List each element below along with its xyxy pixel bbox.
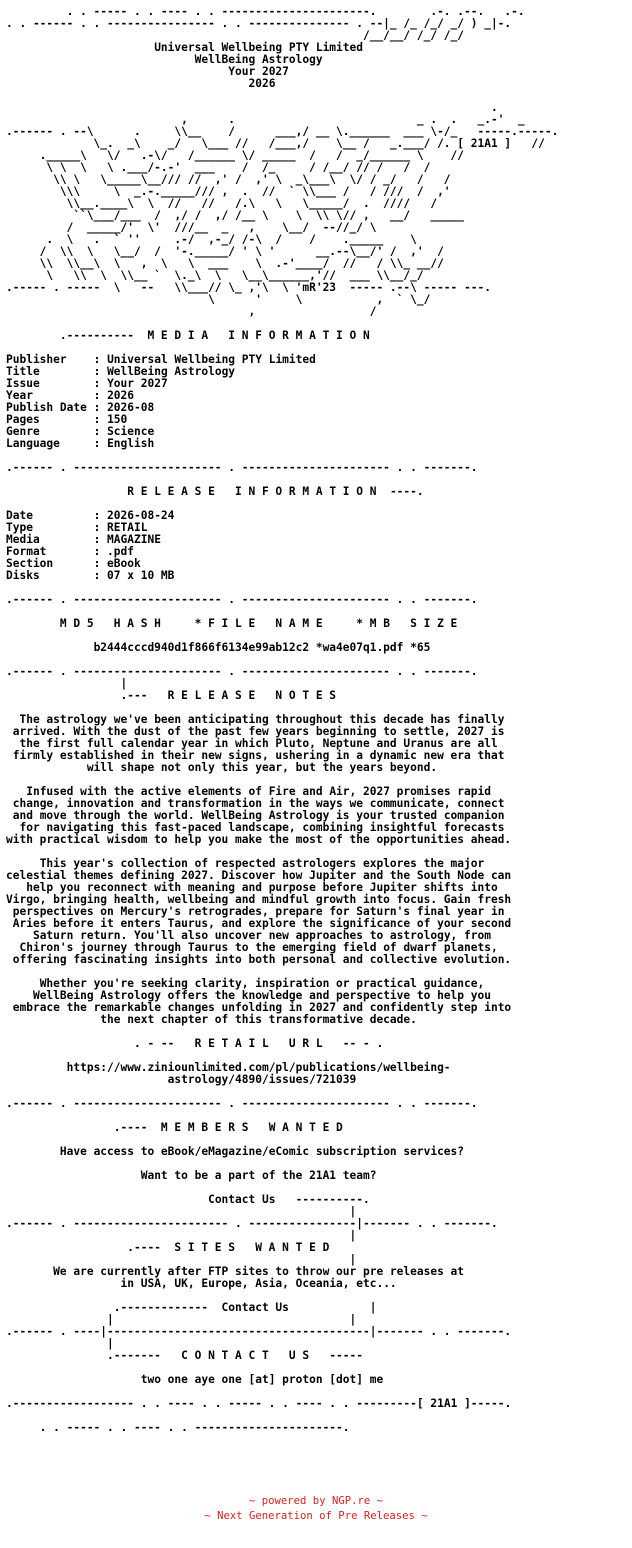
- media-field-value: WellBeing Astrology: [107, 365, 236, 378]
- release-notes-line-text: Chiron's journey through Taurus to the emerging field of dwarf planets,: [19, 941, 498, 954]
- release-notes-line-text: Whether you're seeking clarity, inspiration or practical guidance,: [39, 977, 485, 990]
- members-line-1: [6, 1145, 464, 1158]
- release-field-value: eBook: [107, 557, 141, 570]
- media-field-row: Title : WellBeing Astrology: [6, 365, 236, 378]
- hash-header-text: M D 5 H A S H * F I L E N A M E * M B S I Z E: [59, 617, 458, 630]
- release-notes-line-text: Saturn return. You'll also uncover new approaches to astrology, from: [32, 929, 491, 942]
- sites-contact-us-text: Contact Us: [221, 1301, 289, 1314]
- release-field-label: Media: [6, 533, 40, 546]
- members-line-1-text: Have access to eBook/eMagazine/eComic subscription services?: [59, 1145, 465, 1158]
- release-field-label: Type: [6, 521, 33, 534]
- release-field-label: Date: [6, 509, 33, 522]
- media-field-label: Pages: [6, 413, 40, 426]
- media-field-value: English: [107, 437, 155, 450]
- release-notes-line-text: firmly established in their new signs, ushering in a dynamic new era that: [12, 749, 505, 762]
- bottom-rule: [6, 1397, 511, 1410]
- release-field-row: Date : 2026-08-24: [6, 509, 175, 522]
- media-field-value: 2026: [107, 389, 135, 402]
- sites-line-1-text: We are currently after FTP sites to throw our pre releases at: [53, 1265, 465, 1278]
- release-notes-line-text: celestial themes defining 2027. Discover how Jupiter and the South Node can: [6, 869, 512, 882]
- media-field-row: Publish Date : 2026-08: [6, 401, 155, 414]
- release-field-value: MAGAZINE: [107, 533, 161, 546]
- media-info-heading: .---------- M E D I A I N F O R M A T I O N: [6, 329, 370, 342]
- media-field-value: Your 2027: [107, 377, 168, 390]
- release-notes-line-text: offering fascinating insights into both personal and collective evolution.: [12, 953, 512, 966]
- group-tag: 21A1: [430, 1397, 458, 1410]
- release-notes-line-text: will shape not only this year, but the years beyond.: [86, 761, 438, 774]
- members-contact-us: Contact Us ----------.: [208, 1193, 370, 1206]
- media-field-value: Universal Wellbeing PTY Limited: [107, 353, 316, 366]
- powered-by-line: ~ powered by NGP.re ~: [249, 1495, 383, 1507]
- logo-ascii-art: . , . _ . . _.-' _ .------ . --\ . \\__ / ___,/ __ \.______ ___ \-/_ -----.-----. \_. _\ _/ \___ // /___,/ \__ / _.___/ /. [ 21A1 ] // ._____\ \/ .-\/ /______ \/ _____ / / _/______ \ // \ \ \ \ .___/-.-' ___ / /_ / /__/ // / / / \\ \ \_____\__/// // ,' / ,' \ _\___\ \/ / _/ / / \\\ \ _.-._____/// , . // ` \\___ / / /// / ,' \\__.____\ \ // // /.\ \ \_____/ . //// / ``\___/___ / ,/ / ,/ /__ \ \ \\ \// , __/ _____ / _____/' \' ///__ _ , \__/ --//_/ \ . \ . ` '' .-/ ,-_/ /-\ / / ._____ \ / \\ \ \__/ / '-._____/ ' \ ' __.--\__/' / ,' / \\ \\__\ \ , \ \ ___ \ .-'____/ // / \\_ __// \ \\ \ \\__ ` \._\ \ \__\______,'// ___ \\__/_/ .----- . ----- \ -- \\___// \_ ,'\ \ 'mR'23 ----- .--\ ----- ---. \ ' \ , ` \_/ , /: [6, 101, 559, 318]
- media-field-label: Language: [6, 437, 60, 450]
- contact-us-heading: .------- C O N T A C T U S -----: [6, 1349, 363, 1362]
- release-field-value: 07 x 10 MB: [107, 569, 175, 582]
- release-notes-line-text: Virgo, bringing health, wellbeing and mindful growth into focus. Gain fresh: [6, 893, 512, 906]
- sites-contact-us: .------------- Contact Us |: [6, 1301, 377, 1314]
- sites-wanted-heading-text: S I T E S W A N T E D: [174, 1241, 330, 1254]
- release-notes-line-text: the first full calendar year in which Pluto, Neptune and Uranus are all: [19, 737, 498, 750]
- hash-line-text: b2444cccd940d1f866f6134e99ab12c2 *wa4e07q1.pdf *65: [93, 641, 431, 654]
- members-line-2: [6, 1169, 376, 1182]
- release-notes-line-text: This year's collection of respected astrologers explores the major: [39, 857, 485, 870]
- release-notes-line: [6, 953, 511, 966]
- release-notes-line-text: embrace the remarkable changes unfolding in 2027 and confidently step into: [12, 1001, 512, 1014]
- sites-line-2-text: in USA, UK, Europe, Asia, Oceania, etc...: [120, 1277, 397, 1290]
- company-name-text: Universal Wellbeing PTY Limited: [154, 41, 363, 54]
- hash-header: [6, 617, 457, 630]
- contact-email-text: two one aye one [at] proton [dot] me: [140, 1373, 384, 1386]
- media-field-label: Title: [6, 365, 40, 378]
- members-line-2-text: Want to be a part of the 21A1 team?: [140, 1169, 377, 1182]
- release-notes-line-text: for navigating this fast-paced landscape, combining insightful forecasts: [19, 821, 505, 834]
- hash-line: [6, 641, 430, 654]
- issue-year-text: 2026: [248, 77, 276, 90]
- media-field-row: Language : English: [6, 437, 155, 450]
- release-notes-line-text: The astrology we've been anticipating throughout this decade has finally: [19, 713, 505, 726]
- release-notes-line: [6, 1013, 417, 1026]
- media-field-row: Publisher : Universal Wellbeing PTY Limited: [6, 353, 316, 366]
- release-notes-line-text: perspectives on Mercury's retrogrades, prepare for Saturn's final year in: [12, 905, 505, 918]
- release-field-label: Format: [6, 545, 47, 558]
- release-notes-line: [6, 761, 437, 774]
- top-rule-3-text: /__/__/ /_/ /_/: [6, 29, 465, 42]
- retail-url-line-2-text: astrology/4890/issues/721039: [167, 1073, 357, 1086]
- retail-url-heading-text: R E T A I L U R L: [194, 1037, 323, 1050]
- contact-us-heading-text: C O N T A C T U S: [181, 1349, 310, 1362]
- magazine-title-text: WellBeing Astrology: [194, 53, 323, 66]
- media-field-row: Year : 2026: [6, 389, 135, 402]
- release-notes-heading: .--- R E L E A S E N O T E S: [6, 689, 337, 702]
- retail-url-heading: . - -- R E T A I L U R L -- - .: [6, 1037, 384, 1050]
- bottom-rule-2-text: . . ----- . . ---- . . ----------------------.: [6, 1421, 350, 1434]
- release-notes-line-text: with practical wisdom to help you make the most of the opportunities ahead.: [6, 833, 512, 846]
- media-field-value: Science: [107, 425, 155, 438]
- media-field-label: Genre: [6, 425, 40, 438]
- release-notes-line-text: change, innovation and transformation in the ways we communicate, connect: [12, 797, 505, 810]
- release-notes-line-text: Infused with the active elements of Fire and Air, 2027 promises rapid: [26, 785, 491, 798]
- release-notes-line-text: Aries before it enters Taurus, and explore the significance of your second: [12, 917, 512, 930]
- release-field-label: Section: [6, 557, 54, 570]
- release-field-row: Media : MAGAZINE: [6, 533, 161, 546]
- sites-wanted-heading: .---- S I T E S W A N T E D: [6, 1241, 330, 1254]
- release-notes-line-text: help you reconnect with meaning and purpose before Jupiter shifts into: [26, 881, 498, 894]
- media-field-row: Issue : Your 2027: [6, 377, 168, 390]
- release-notes-line-text: WellBeing Astrology offers the knowledge and perspective to help you: [32, 989, 491, 1002]
- media-field-row: Genre : Science: [6, 425, 155, 438]
- release-field-label: Disks: [6, 569, 40, 582]
- media-field-row: Pages : 150: [6, 413, 128, 426]
- media-field-label: Publisher: [6, 353, 67, 366]
- release-notes-line-text: and move through the world. WellBeing Astrology is your trusted companion: [12, 809, 505, 822]
- ngp-tagline: ~ Next Generation of Pre Releases ~: [204, 1510, 428, 1522]
- release-info-heading: R E L E A S E I N F O R M A T I O N ----.: [127, 485, 424, 498]
- media-info-heading-text: M E D I A I N F O R M A T I O N: [147, 329, 370, 342]
- retail-url-line-1-text: https://www.ziniounlimited.com/pl/publications/wellbeing-: [66, 1061, 451, 1074]
- retail-url-line-2: [6, 1073, 356, 1086]
- bottom-rule-left: .------------------ . . ---- . . ----- . . ---- . . ---------[: [6, 1397, 424, 1410]
- release-info-heading-text: R E L E A S E I N F O R M A T I O N: [127, 485, 377, 498]
- sites-line-2: [6, 1277, 397, 1290]
- top-rule-1-text: . . ----- . . ---- . . ----------------------. .-. .--. .-.: [6, 6, 525, 18]
- release-field-value: RETAIL: [107, 521, 148, 534]
- contact-email: [6, 1373, 383, 1386]
- top-rule-2-text: . . ------ . . ---------------- . . --------------- . --|_ /_ /_/ _/ ) _|-.: [6, 17, 512, 30]
- release-notes-line: [6, 833, 511, 846]
- release-field-row: Format : .pdf: [6, 545, 134, 558]
- members-wanted-heading: .---- M E M B E R S W A N T E D: [6, 1121, 343, 1134]
- media-field-label: Publish Date: [6, 401, 87, 414]
- release-notes-line-text: the next chapter of this transformative decade.: [100, 1013, 417, 1026]
- members-wanted-heading-text: M E M B E R S W A N T E D: [160, 1121, 343, 1134]
- media-field-label: Issue: [6, 377, 40, 390]
- release-field-row: Disks : 07 x 10 MB: [6, 569, 175, 582]
- media-field-label: Year: [6, 389, 33, 402]
- bottom-rule-2: [6, 1421, 350, 1434]
- release-notes-line-text: arrived. With the dust of the past few years beginning to settle, 2027 is: [12, 725, 505, 738]
- release-field-value: .pdf: [107, 545, 134, 558]
- nfo-document: . . ----- . . ---- . . ----------------------. .-. .--. .-. . . ------ . . ---------------- . . --------------- . --|_ /_ /_/ _/ ) _|-. /__/__/ /_/ /_/ Universal Wellbeing PTY Limited WellBeing Astrology Your 2027 2026 . , . _ . . _.-' _ .------ . --\ . \\__ / ___,/ __ \.______ ___ \-/_ -----.-----. \_. _\ _/ \___ // /___,/ \__ / _.___/ /. [ 21A1 ] // ._____\ \/ .-\/ /______ \/ _____ / / _/______ \ // \ \ \ \ .___/-.-' ___ / /_ / /__/ // / / / \\ \ \_____\__/// // ,' / ,' \ _\___\ \/ / _/ / / \\\ \ _.-._____/// , . // ` \\___ / / /// / ,' \\__.____\ \ // // /.\ \ \_____/ . //// / ``\___/___ / ,/ / ,/ /__ \ \ \\ \// , __/ _____ / _____/' \' ///__ _ , \__/ --//_/ \ . \ . ` '' .-/ ,-_/ /-\ / / ._____ \ / \\ \ \__/ / '-._____/ ' \ ' __.--\__/' / ,' / \\ \\__\ \ , \ \ ___ \ .-'____/ // / \\_ __// \ \\ \ \\__ ` \._\ \ \__\______,'// ___ \\__/_/ .----- . ----- \ -- \\___// \_ ,'\ \ 'mR'23 ----- .--\ ----- ---. \ ' \ , ` \_/ , / .---------- M E D I A I N F O R M A T I O N Publisher : Universal Wellbeing PTY Limited Title : WellBeing Astrology Issue : Your 2027 Year : 2026 Publish Date : 2026-08 Pages : 150 Genre : Science Language : English .------ . ---------------------- . ---------------------- . . -------. R E L E A S E I N F O R M A T I O N ----. Date : 2026-08-24 Type : RETAIL Media : MAGAZINE Format : .pdf Section : eBook Disks : 07 x 10 MB .------ . ---------------------- . ---------------------- . . -------. M D 5 H A S H * F I L E N A M E * M B S I Z E b2444cccd940d1f866f6134e99ab12c2 *wa4e07q1.pdf *65 .------ . ---------------------- . ---------------------- . . -------. | .--- R E L E A S E N O T E S The astrology we've been anticipating throughout this decade has finally arrived. With the dust of the past few years beginning to settle, 2027 is the first full calendar year in which Pluto, Neptune and Uranus are all firmly established in their new signs, ushering in a dynamic new era that will shape not only this year, but the years beyond. Infused with the active elements of Fire and Air, 2027 promises rapid change, innovation and transformation in the ways we communicate, connect and move through the world. WellBeing Astrology is your trusted companion for navigating this fast-paced landscape, combining insightful forecasts with practical wisdom to help you make the most of the opportunities ahead. This year's collection of respected astrologers explores the major celestial themes defining 2027. Discover how Jupiter and the South Node can help you reconnect with meaning and purpose before Jupiter shifts into Virgo, bringing health, wellbeing and mindful growth into focus. Gain fresh perspectives on Mercury's retrogrades, prepare for Saturn's final year in Aries before it enters Taurus, and explore the significance of your second Saturn return. You'll also uncover new approaches to astrology, from Chiron's journey through Taurus to the emerging field of dwarf planets, offering fascinating insights into both personal and collective evolution. Whether you're seeking clarity, inspiration or practical guidance, WellBeing Astrology offers the knowledge and perspective to help you embrace the remarkable changes unfolding in 2027 and confidently step into the next chapter of this transformative decade. . - -- R E T A I L U R L -- - . https://www.ziniounlimited.com/pl/publications/wellbeing- astrology/4890/issues/721039 .------ . ---------------------- . ---------------------- . . -------. .---- M E M B E R S W A N T E D Have access to eBook/eMagazine/eComic subscription services? Want to be a part of the 21A1 team? Contact Us ----------. | .------ . ----------------------- . ----------------|------- . . -------. | .---- S I T E S W A N T E D | We are currently after FTP sites to throw our pre releases at in USA, UK, Europe, Asia, Oceania, etc... .------------- Contact Us | | | .------ . ----|---------------------------------------|------- . . -------. | .------- C O N T A C T U S ----- two one aye one [at] proton [dot] me .------------------ . . ---- . . ----- . . ---- . . ---------[ 21A1 ]-----. . . ----- . . ---- . . ----------------------.: [6, 6, 628, 1434]
- members-contact-us-text: Contact Us: [208, 1193, 276, 1206]
- release-field-row: Section : eBook: [6, 557, 141, 570]
- issue-title-text: Your 2027: [228, 65, 289, 78]
- release-notes-heading-text: R E L E A S E N O T E S: [167, 689, 337, 702]
- media-field-value: 150: [107, 413, 128, 426]
- release-field-row: Type : RETAIL: [6, 521, 148, 534]
- media-field-value: 2026-08: [107, 401, 155, 414]
- release-field-value: 2026-08-24: [107, 509, 175, 522]
- bottom-rule-right: ]-----.: [464, 1397, 512, 1410]
- issue-year: [6, 77, 275, 90]
